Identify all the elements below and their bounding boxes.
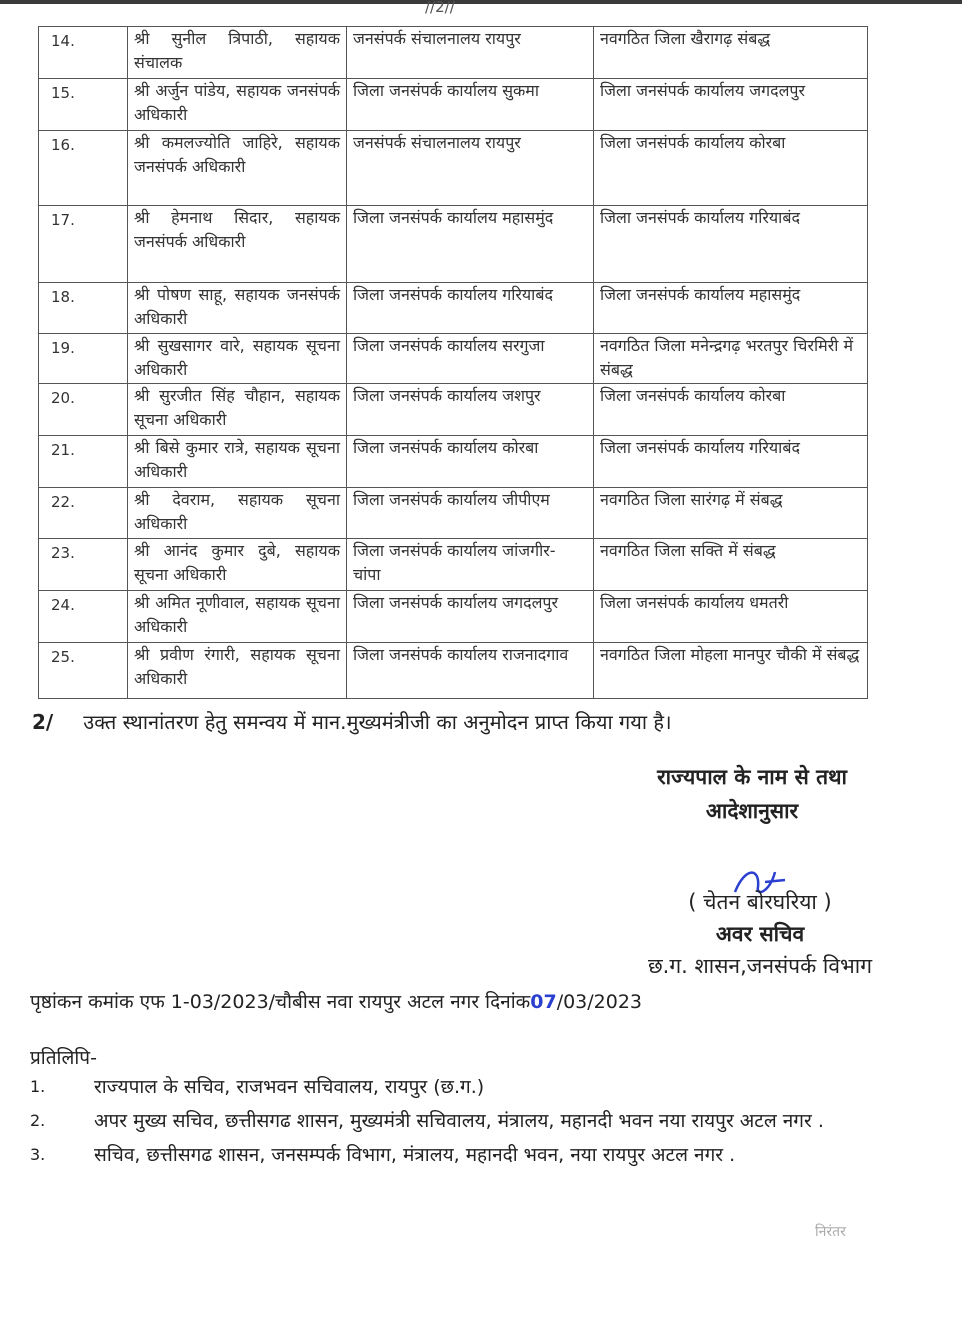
order-authority [622, 760, 882, 828]
officer-name: श्री हेमनाथ सिदार, सहायक जनसंपर्क अधिकारी [128, 206, 347, 283]
officer-name: श्री सुरजीत सिंह चौहान, सहायक सूचना अधिकारी [128, 384, 347, 436]
paragraph-2 [32, 708, 672, 735]
new-posting: जिला जनसंपर्क कार्यालय गरियाबंद [594, 436, 868, 488]
new-posting: जिला जनसंपर्क कार्यालय जगदलपुर [594, 79, 868, 131]
serial-number: 16. [39, 131, 128, 206]
table-row [39, 79, 868, 131]
serial-number: 18. [39, 283, 128, 334]
copy-item [30, 1104, 910, 1138]
copy-number: 3. [30, 1145, 46, 1164]
current-posting: जनसंपर्क संचालनालय रायपुर [347, 131, 594, 206]
table-row [39, 591, 868, 643]
current-posting: जिला जनसंपर्क कार्यालय सरगुजा [347, 334, 594, 384]
officer-name: श्री प्रवीण रंगारी, सहायक सूचना अधिकारी [128, 643, 347, 699]
new-posting: नवगठित जिला सारंगढ़ में संबद्ध [594, 488, 868, 539]
signatory-designation: अवर सचिव [715, 922, 805, 946]
officer-name: श्री आनंद कुमार दुबे, सहायक सूचना अधिकारी [128, 539, 347, 591]
current-posting: जिला जनसंपर्क कार्यालय जशपुर [347, 384, 594, 436]
table-row [39, 334, 868, 384]
serial-number: 21. [39, 436, 128, 488]
officer-name: श्री देवराम, सहायक सूचना अधिकारी [128, 488, 347, 539]
page-number: //2// [425, 0, 455, 16]
current-posting: जिला जनसंपर्क कार्यालय सुकमा [347, 79, 594, 131]
current-posting: जिला जनसंपर्क कार्यालय राजनादगाव [347, 643, 594, 699]
order-line-1: राज्यपाल के नाम से तथा [657, 765, 847, 789]
copy-text: अपर मुख्य सचिव, छत्तीसगढ शासन, मुख्यमंत्री सचिवालय, मंत्रालय, महानदी भवन नया रायपुर अटल नगर . [94, 1110, 824, 1132]
table-row [39, 488, 868, 539]
endorsement-prefix: पृष्ठांकन कमांक एफ 1-03/2023/चौबीस नवा रायपुर अटल नगर दिनांक [30, 991, 531, 1013]
serial-number: 19. [39, 334, 128, 384]
paragraph-text: उक्त स्थानांतरण हेतु समन्वय में मान.मुख्यमंत्रीजी का अनुमोदन प्राप्त किया गया है। [83, 710, 672, 734]
officer-name: श्री अर्जुन पांडेय, सहायक जनसंपर्क अधिकारी [128, 79, 347, 131]
order-line-2: आदेशानुसार [705, 799, 799, 823]
continued-note: निरंतर [815, 1224, 846, 1240]
current-posting: जिला जनसंपर्क कार्यालय कोरबा [347, 436, 594, 488]
new-posting: नवगठित जिला खैरागढ़ संबद्ध [594, 27, 868, 79]
current-posting: जिला जनसंपर्क कार्यालय जगदलपुर [347, 591, 594, 643]
copy-label: प्रतिलिपि- [30, 1047, 97, 1069]
copy-item [30, 1138, 910, 1172]
copy-text: सचिव, छत्तीसगढ शासन, जनसम्पर्क विभाग, मंत्रालय, महानदी भवन, नया रायपुर अटल नगर . [94, 1144, 736, 1166]
serial-number: 25. [39, 643, 128, 699]
table-row [39, 131, 868, 206]
copy-list [30, 1070, 910, 1172]
paragraph-number: 2/ [32, 710, 54, 734]
officer-name: श्री बिसे कुमार रात्रे, सहायक सूचना अधिकारी [128, 436, 347, 488]
new-posting: जिला जनसंपर्क कार्यालय महासमुंद [594, 283, 868, 334]
endorsement-line [30, 988, 642, 1014]
table-row [39, 283, 868, 334]
serial-number: 20. [39, 384, 128, 436]
serial-number: 14. [39, 27, 128, 79]
current-posting: जिला जनसंपर्क कार्यालय जीपीएम [347, 488, 594, 539]
table-row [39, 539, 868, 591]
new-posting: जिला जनसंपर्क कार्यालय धमतरी [594, 591, 868, 643]
signatory-name: ( चेतन बोरघरिया ) [688, 890, 832, 914]
new-posting: नवगठित जिला मोहला मानपुर चौकी में संबद्ध [594, 643, 868, 699]
copy-text: राज्यपाल के सचिव, राजभवन सचिवालय, रायपुर (छ.ग.) [94, 1076, 485, 1098]
serial-number: 23. [39, 539, 128, 591]
endorsement-day: 07 [530, 991, 557, 1013]
officer-name: श्री सुखसागर वारे, सहायक सूचना अधिकारी [128, 334, 347, 384]
new-posting: जिला जनसंपर्क कार्यालय गरियाबंद [594, 206, 868, 283]
serial-number: 17. [39, 206, 128, 283]
current-posting: जिला जनसंपर्क कार्यालय गरियाबंद [347, 283, 594, 334]
copy-number: 1. [30, 1077, 46, 1096]
copy-number: 2. [30, 1111, 46, 1130]
table-row [39, 436, 868, 488]
new-posting: नवगठित जिला सक्ति में संबद्ध [594, 539, 868, 591]
table-row [39, 384, 868, 436]
endorsement-date-rest: /03/2023 [556, 991, 643, 1013]
current-posting: जिला जनसंपर्क कार्यालय महासमुंद [347, 206, 594, 283]
signatory-block [610, 886, 910, 982]
copy-item [30, 1070, 910, 1104]
table-row [39, 206, 868, 283]
new-posting: नवगठित जिला मनेन्द्रगढ़ भरतपुर चिरमिरी में संबद्ध [594, 334, 868, 384]
officer-name: श्री सुनील त्रिपाठी, सहायक संचालक [128, 27, 347, 79]
officer-name: श्री अमित नूणीवाल, सहायक सूचना अधिकारी [128, 591, 347, 643]
signatory-department: छ.ग. शासन,जनसंपर्क विभाग [647, 954, 873, 978]
table-row [39, 643, 868, 699]
transfer-table [38, 26, 868, 699]
current-posting: जिला जनसंपर्क कार्यालय जांजगीर- चांपा [347, 539, 594, 591]
new-posting: जिला जनसंपर्क कार्यालय कोरबा [594, 131, 868, 206]
officer-name: श्री कमलज्योति जाहिरे, सहायक जनसंपर्क अधिकारी [128, 131, 347, 206]
officer-name: श्री पोषण साहू, सहायक जनसंपर्क अधिकारी [128, 283, 347, 334]
serial-number: 15. [39, 79, 128, 131]
table-row [39, 27, 868, 79]
new-posting: जिला जनसंपर्क कार्यालय कोरबा [594, 384, 868, 436]
serial-number: 22. [39, 488, 128, 539]
current-posting: जनसंपर्क संचालनालय रायपुर [347, 27, 594, 79]
top-edge [0, 0, 962, 4]
serial-number: 24. [39, 591, 128, 643]
